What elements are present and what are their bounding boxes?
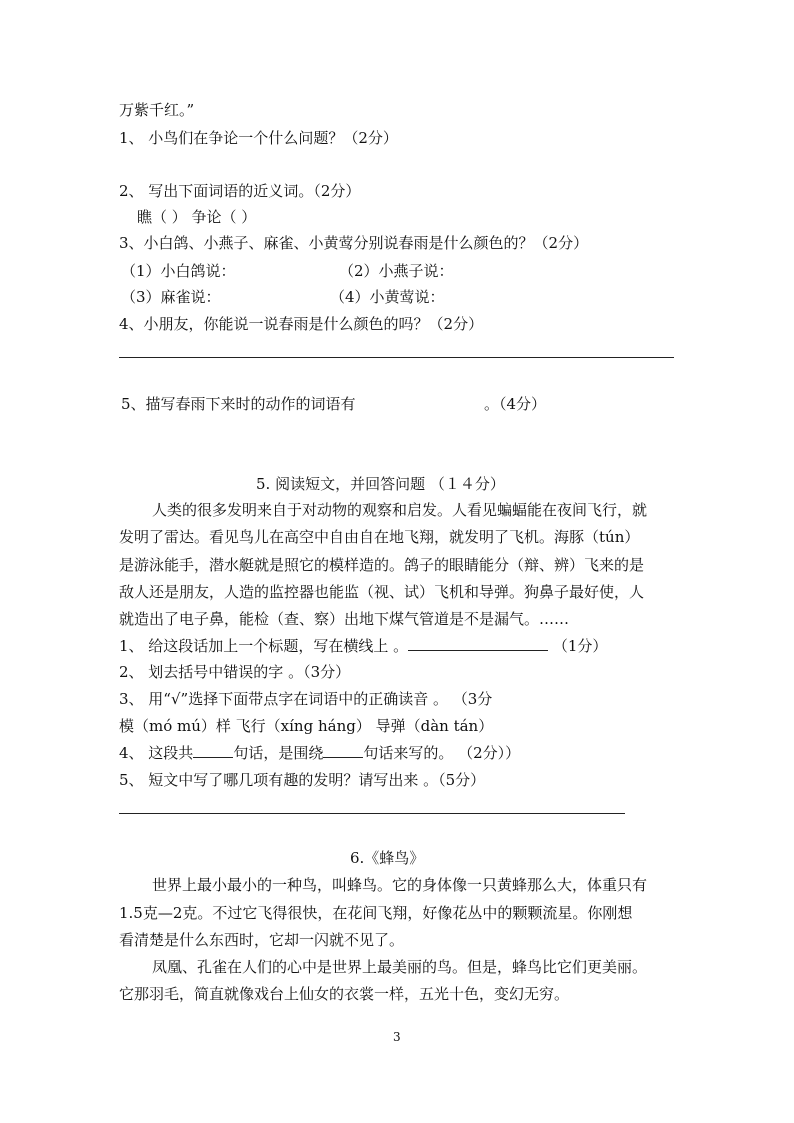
sentence-count-blank[interactable]	[193, 743, 233, 758]
question-5-prefix: 5、描写春雨下来时的动作的词语有	[121, 395, 356, 413]
passage-line: 人类的很多发明来自于对动物的观察和启发。人看见蝙蝠能在夜间飞行，就	[152, 501, 648, 519]
question-3: 3、小白鸽、小燕子、麻雀、小黄莺分别说春雨是什么颜色的？（2分）	[119, 234, 589, 252]
passage-line: 它那羽毛，简直就像戏台上仙女的衣裳一样，五光十色，变幻无穷。	[119, 985, 570, 1003]
passage-line: 凤凰、孔雀在人们的心中是世界上最美丽的鸟。但是，蜂鸟比它们更美丽。	[152, 958, 648, 976]
question-3-b: （2）小燕子说：	[339, 262, 454, 280]
question-1: 1、 小鸟们在争论一个什么问题？（2分）	[119, 129, 398, 147]
question-2-words: 瞧（ ） 争论（ ）	[137, 208, 257, 226]
continued-text: 万紫千红。”	[119, 101, 195, 119]
passage-line: 就造出了电子鼻，能检（查、察）出地下煤气管道是不是漏气。……	[119, 610, 570, 628]
passage-line: 是游泳能手，潜水艇就是照它的模样造的。鸽子的眼睛能分（辩、辨）飞来的是	[119, 556, 645, 574]
s5-question-4-c: 句话来写的。 （2分））	[363, 744, 521, 762]
section-5-title: 5. 阅读短文，并回答问题 （１４分）	[256, 475, 505, 493]
question-3-a: （1）小白鸽说：	[121, 262, 236, 280]
s5-question-3: 3、 用“√”选择下面带点字在词语中的正确读音 。 （3分	[119, 690, 493, 708]
s5-question-4-b: 句话，是围绕	[233, 744, 324, 762]
section-6-title: 6.《蜂鸟》	[350, 849, 425, 867]
s5-question-5: 5、 短文中写了哪几项有趣的发明？请写出来 。（5分）	[119, 771, 486, 789]
answer-line	[119, 813, 625, 814]
passage-line: 看清楚是什么东西时，它却一闪就不见了。	[119, 931, 405, 949]
s5-question-1-score: （1分）	[552, 637, 608, 655]
topic-sentence-blank[interactable]	[323, 743, 363, 758]
s5-question-3-words: 模（mó mú）样 飞行（xíng háng） 导弹（dàn tán）	[119, 717, 494, 735]
passage-line: 发明了雷达。看见鸟儿在高空中自由自在地飞翔，就发明了飞机。海豚（tún）	[119, 528, 640, 546]
passage-line: 敌人还是朋友，人造的监控器也能监（视、试）飞机和导弹。狗鼻子最好使，人	[119, 583, 645, 601]
question-2: 2、 写出下面词语的近义词。（2分）	[119, 182, 361, 200]
s5-question-4	[119, 743, 520, 763]
question-4: 4、小朋友，你能说一说春雨是什么颜色的吗？（2分）	[119, 315, 484, 333]
s5-question-4-a: 4、 这段共	[119, 744, 194, 762]
s5-question-1-text: 1、 给这段话加上一个标题，写在横线上 。	[119, 637, 409, 655]
answer-line	[119, 357, 674, 358]
s5-question-1	[119, 636, 607, 656]
passage-line: 1.5克—2克。不过它飞得很快，在花间飞翔，好像花丛中的颗颗流星。你刚想	[119, 904, 633, 922]
title-blank[interactable]	[408, 636, 548, 651]
question-3-c: （3）麻雀说：	[121, 288, 221, 306]
page-number: 3	[393, 1030, 401, 1044]
passage-line: 世界上最小最小的一种鸟，叫蜂鸟。它的身体像一只黄蜂那么大，体重只有	[152, 876, 648, 894]
question-3-d: （4）小黄莺说：	[330, 288, 445, 306]
s5-question-2: 2、 划去括号中错误的字 。（3分）	[119, 663, 351, 681]
question-5-suffix: 。（4分）	[484, 395, 547, 413]
